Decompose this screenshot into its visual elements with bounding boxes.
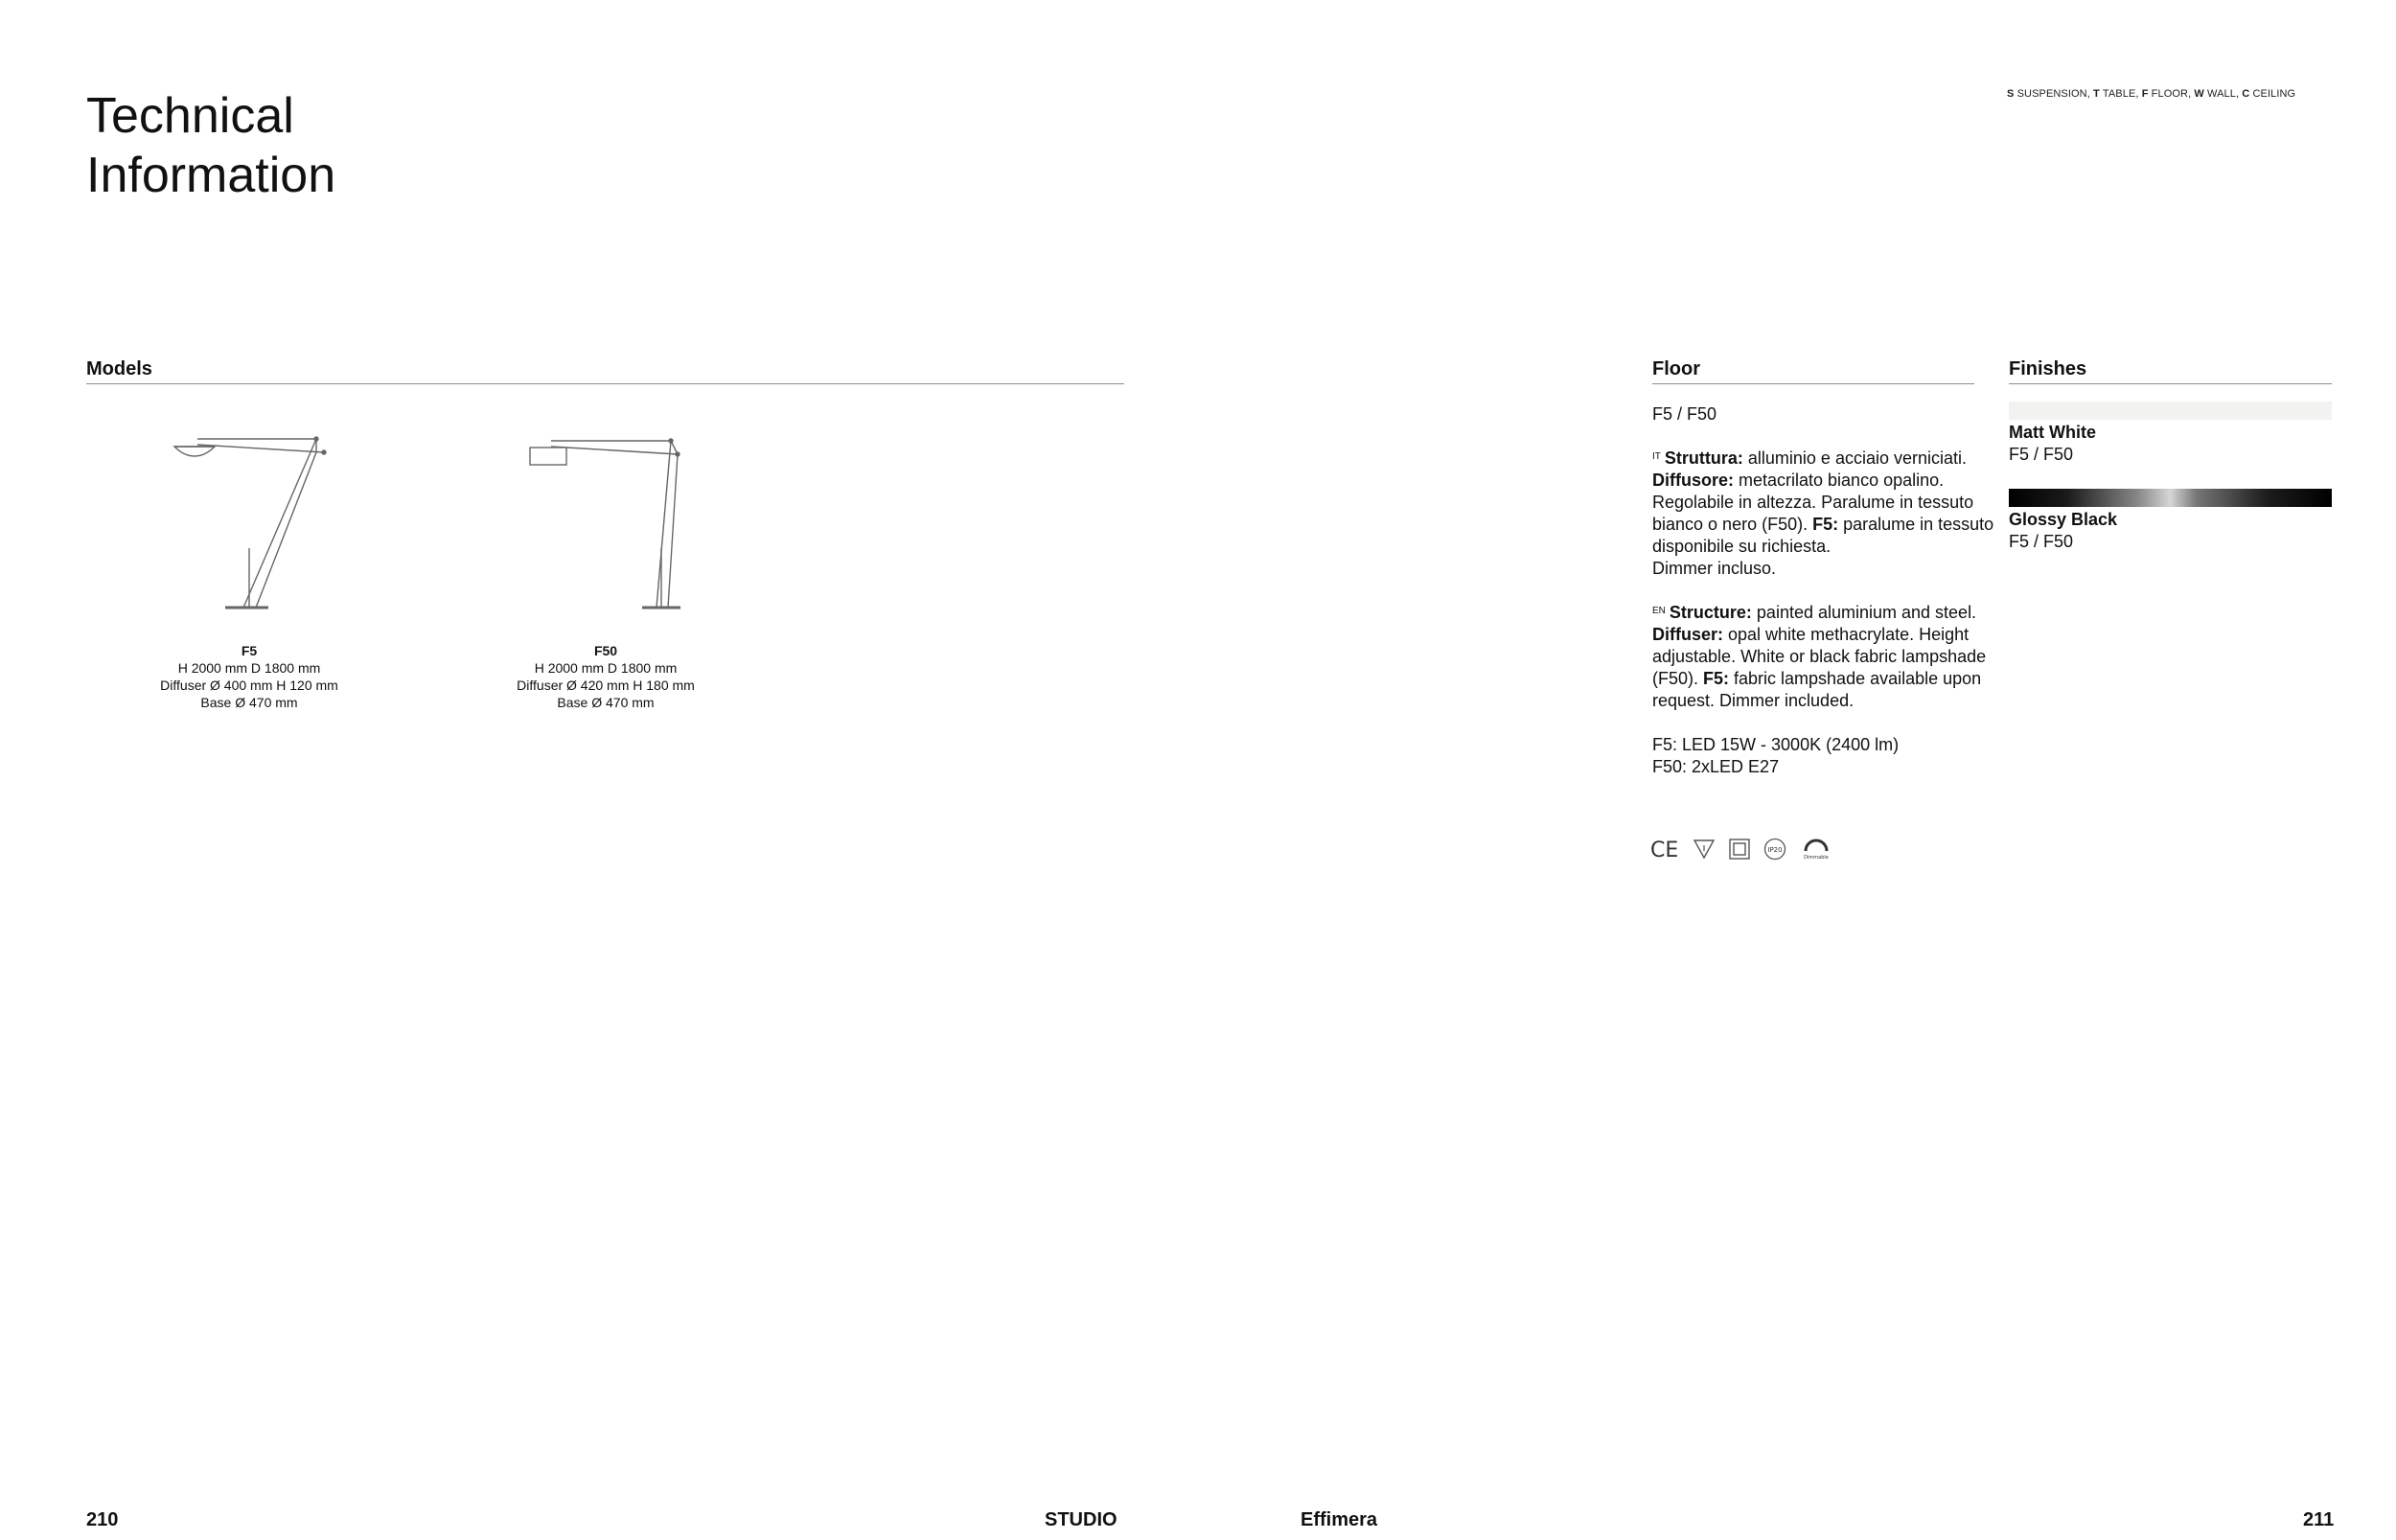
model-dimensions: H 2000 mm D 1800 mm bbox=[534, 660, 678, 676]
page-title-line2: Information bbox=[86, 148, 336, 203]
brand-label: STUDIO bbox=[1045, 1509, 1117, 1530]
en-f5-label: F5: bbox=[1703, 669, 1730, 688]
page-title-line1: Technical bbox=[86, 88, 294, 144]
en-structure-label: Structure: bbox=[1669, 603, 1752, 622]
it-f5-text: paralume in tessuto disponibile su richiesta. bbox=[1652, 515, 1994, 556]
legend-code-table: T bbox=[2093, 88, 2100, 100]
floor-models-line: F5 / F50 bbox=[1652, 404, 1717, 424]
legend-code-ceiling: C bbox=[2242, 88, 2250, 100]
product-name: Effimera bbox=[1301, 1509, 1378, 1530]
legend-label-table: TABLE, bbox=[2102, 88, 2139, 100]
double-insulation-icon bbox=[1729, 839, 1750, 860]
en-diffuser-text: opal white methacrylate. Height adjustable. White or black fabric lampshade (F50). bbox=[1652, 625, 1987, 688]
page-title bbox=[86, 86, 335, 205]
it-structure-label: Struttura: bbox=[1664, 448, 1743, 468]
lamp-drawing-f5 bbox=[163, 433, 345, 610]
certification-icons bbox=[1650, 838, 1832, 861]
finish-swatch-matt-white bbox=[2009, 402, 2332, 420]
legend-label-ceiling: CEILING bbox=[2252, 88, 2296, 100]
page-number-left: 210 bbox=[86, 1509, 119, 1530]
it-diffuser-text: metacrilato bianco opalino. Regolabile in altezza. Paralume in tessuto bianco o nero (F50). bbox=[1652, 471, 1974, 534]
legend-code-suspension: S bbox=[2007, 88, 2015, 100]
it-diffuser-label: Diffusore: bbox=[1652, 471, 1734, 490]
page-number-right: 211 bbox=[2303, 1509, 2335, 1530]
legend-code-floor: F bbox=[2141, 88, 2149, 100]
floor-description bbox=[1652, 403, 1997, 800]
svg-text:Dimmable: Dimmable bbox=[1804, 855, 1829, 861]
description-english bbox=[1652, 602, 1997, 712]
legend-label-floor: FLOOR, bbox=[2151, 88, 2192, 100]
ce-mark-icon bbox=[1650, 838, 1679, 861]
finish-name-matt-white: Matt White bbox=[2009, 423, 2096, 442]
it-structure-text: alluminio e acciaio verniciati. bbox=[1742, 448, 1967, 468]
svg-text:IP20: IP20 bbox=[1767, 846, 1783, 854]
light-f5: F5: LED 15W - 3000K (2400 lm) bbox=[1652, 735, 1900, 754]
floor-heading: Floor bbox=[1652, 358, 1974, 384]
lang-tag-it: IT bbox=[1652, 451, 1661, 462]
legend-label-suspension: SUSPENSION, bbox=[2016, 88, 2090, 100]
legend-code-wall: W bbox=[2194, 88, 2204, 100]
finishes-heading: Finishes bbox=[2009, 358, 2332, 384]
ip-rating-icon bbox=[1763, 838, 1786, 861]
model-code: F50 bbox=[593, 643, 618, 658]
type-legend bbox=[2007, 88, 2295, 100]
model-base: Base Ø 470 mm bbox=[557, 695, 655, 710]
it-dimmer: Dimmer incluso. bbox=[1652, 559, 1777, 578]
en-f5-text: fabric lampshade available upon request. Dimmer included. bbox=[1652, 669, 1982, 710]
models-heading: Models bbox=[86, 358, 1124, 384]
finish-models-matt-white: F5 / F50 bbox=[2009, 445, 2074, 464]
description-italian bbox=[1652, 448, 1997, 580]
it-f5-label: F5: bbox=[1812, 515, 1839, 534]
legend-label-wall: WALL, bbox=[2207, 88, 2240, 100]
lamp-drawing-f50 bbox=[522, 433, 704, 610]
finish-models-glossy-black: F5 / F50 bbox=[2009, 532, 2074, 551]
en-structure-text: painted aluminium and steel. bbox=[1751, 603, 1977, 622]
model-base: Base Ø 470 mm bbox=[200, 695, 298, 710]
model-dimensions: H 2000 mm D 1800 mm bbox=[177, 660, 321, 676]
model-code: F5 bbox=[241, 643, 258, 658]
svg-text:CE: CE bbox=[1650, 839, 1679, 861]
model-diffuser: Diffuser Ø 420 mm H 180 mm bbox=[517, 678, 695, 693]
lang-tag-en: EN bbox=[1652, 606, 1666, 616]
model-caption-f5 bbox=[125, 642, 374, 711]
light-source-info bbox=[1652, 734, 1997, 778]
model-caption-f50 bbox=[481, 642, 730, 711]
triangle-f-mark-icon bbox=[1693, 839, 1716, 860]
dimmable-icon bbox=[1800, 838, 1832, 861]
finish-name-glossy-black: Glossy Black bbox=[2009, 510, 2118, 529]
model-diffuser: Diffuser Ø 400 mm H 120 mm bbox=[160, 678, 338, 693]
finish-swatch-glossy-black bbox=[2009, 489, 2332, 507]
en-diffuser-label: Diffuser: bbox=[1652, 625, 1724, 644]
light-f50: F50: 2xLED E27 bbox=[1652, 757, 1780, 776]
